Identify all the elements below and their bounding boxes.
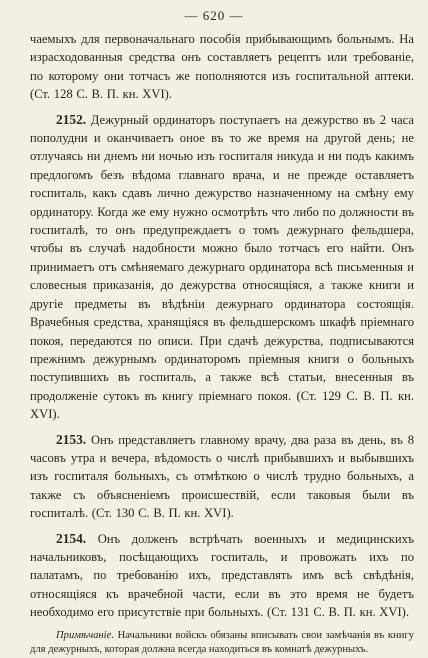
article-2153 bbox=[30, 431, 414, 523]
note-text: Начальники войскъ обязаны вписывать свои замѣчанія въ книгу для дежурныхъ, которая должна всегда находиться въ комнатѣ дежурныхъ. bbox=[30, 629, 415, 656]
article-text: Онъ долженъ встрѣчать военныхъ и медицинскихъ начальниковъ, посѣщающихъ госпиталь, и провожать ихъ по палатамъ, по требованію ихъ, представлять имъ всѣ свѣдѣнія, относящіяся къ врачебной части, если въ это время не будетъ необходимо его присутствіе при больныхъ. (Ст. 131 С. В. П. кн. XVI). bbox=[30, 531, 414, 620]
page-body bbox=[30, 30, 414, 658]
article-number: 2152. bbox=[56, 111, 87, 127]
article-text: Дежурный ординаторъ поступаетъ на дежурство въ 2 часа пополудни и оканчиваетъ оное въ то же время на другой день; не отлучаясь ни днемъ ни ночью изъ госпиталя никуда и ни подъ какимъ предлогомъ безъ вѣдома главнаго врача, и не прежде оставляетъ госпиталь, какъ сдавъ лично дежурство назначенному на смѣну ему ординатору. Когда же ему нужно осмотрѣть что либо по должности въ госпиталѣ, то онъ предупреждаетъ о томъ дежурнаго фельдшера, чтобы въ случаѣ надобности можно было тотчасъ его найти. Онъ принимаетъ отъ смѣняемаго дежурнаго ординатора всѣ письменныя и словесныя приказанія, до дежурства относящіяся, а также книги и другіе предметы въ вѣдѣніи дежурнаго ординатора состоящія. Врачебныя средства, хранящіяся въ фельдшерскомъ шкафѣ пріемнаго покоя, передаются по описи. При сдачѣ дежурства, подписываются прежнимъ дежурнымъ ординаторомъ пріемныя книги о больныхъ поступившихъ въ госпиталь, а также всѣ статьи, внесенныя въ продолженіе сутокъ въ книгу пріемнаго покоя. (Ст. 129 С. В. П. кн. XVI). bbox=[30, 112, 414, 422]
article-text: Онъ представляетъ главному врачу, два раза въ день, въ 8 часовъ утра и вечера, вѣдомость о числѣ прибывшихъ и выбывшихъ изъ госпиталя больныхъ, съ отмѣткою о числѣ трудно больныхъ, а также съ объясненіемъ происшествій, если таковыя были въ госпиталѣ. (Ст. 130 С. В. П. кн. XVI). bbox=[30, 432, 414, 521]
article-2152 bbox=[30, 111, 414, 424]
page-number: — 620 — bbox=[184, 8, 244, 23]
article-number: 2153. bbox=[56, 431, 87, 447]
article-2154 bbox=[30, 530, 414, 622]
article-number: 2154. bbox=[56, 530, 87, 546]
note-label: Примѣчаніе. bbox=[56, 629, 114, 641]
footnote bbox=[30, 629, 414, 658]
continuation-paragraph: чаемыхъ для первоначальнаго пособія прибывающимъ больнымъ. На израсходованныя средства онъ составляетъ рецептъ или требованіе, по которому они тотчасъ же пополняются изъ госпитальной аптеки. (Ст. 128 С. В. П. кн. XVI). bbox=[30, 32, 414, 102]
